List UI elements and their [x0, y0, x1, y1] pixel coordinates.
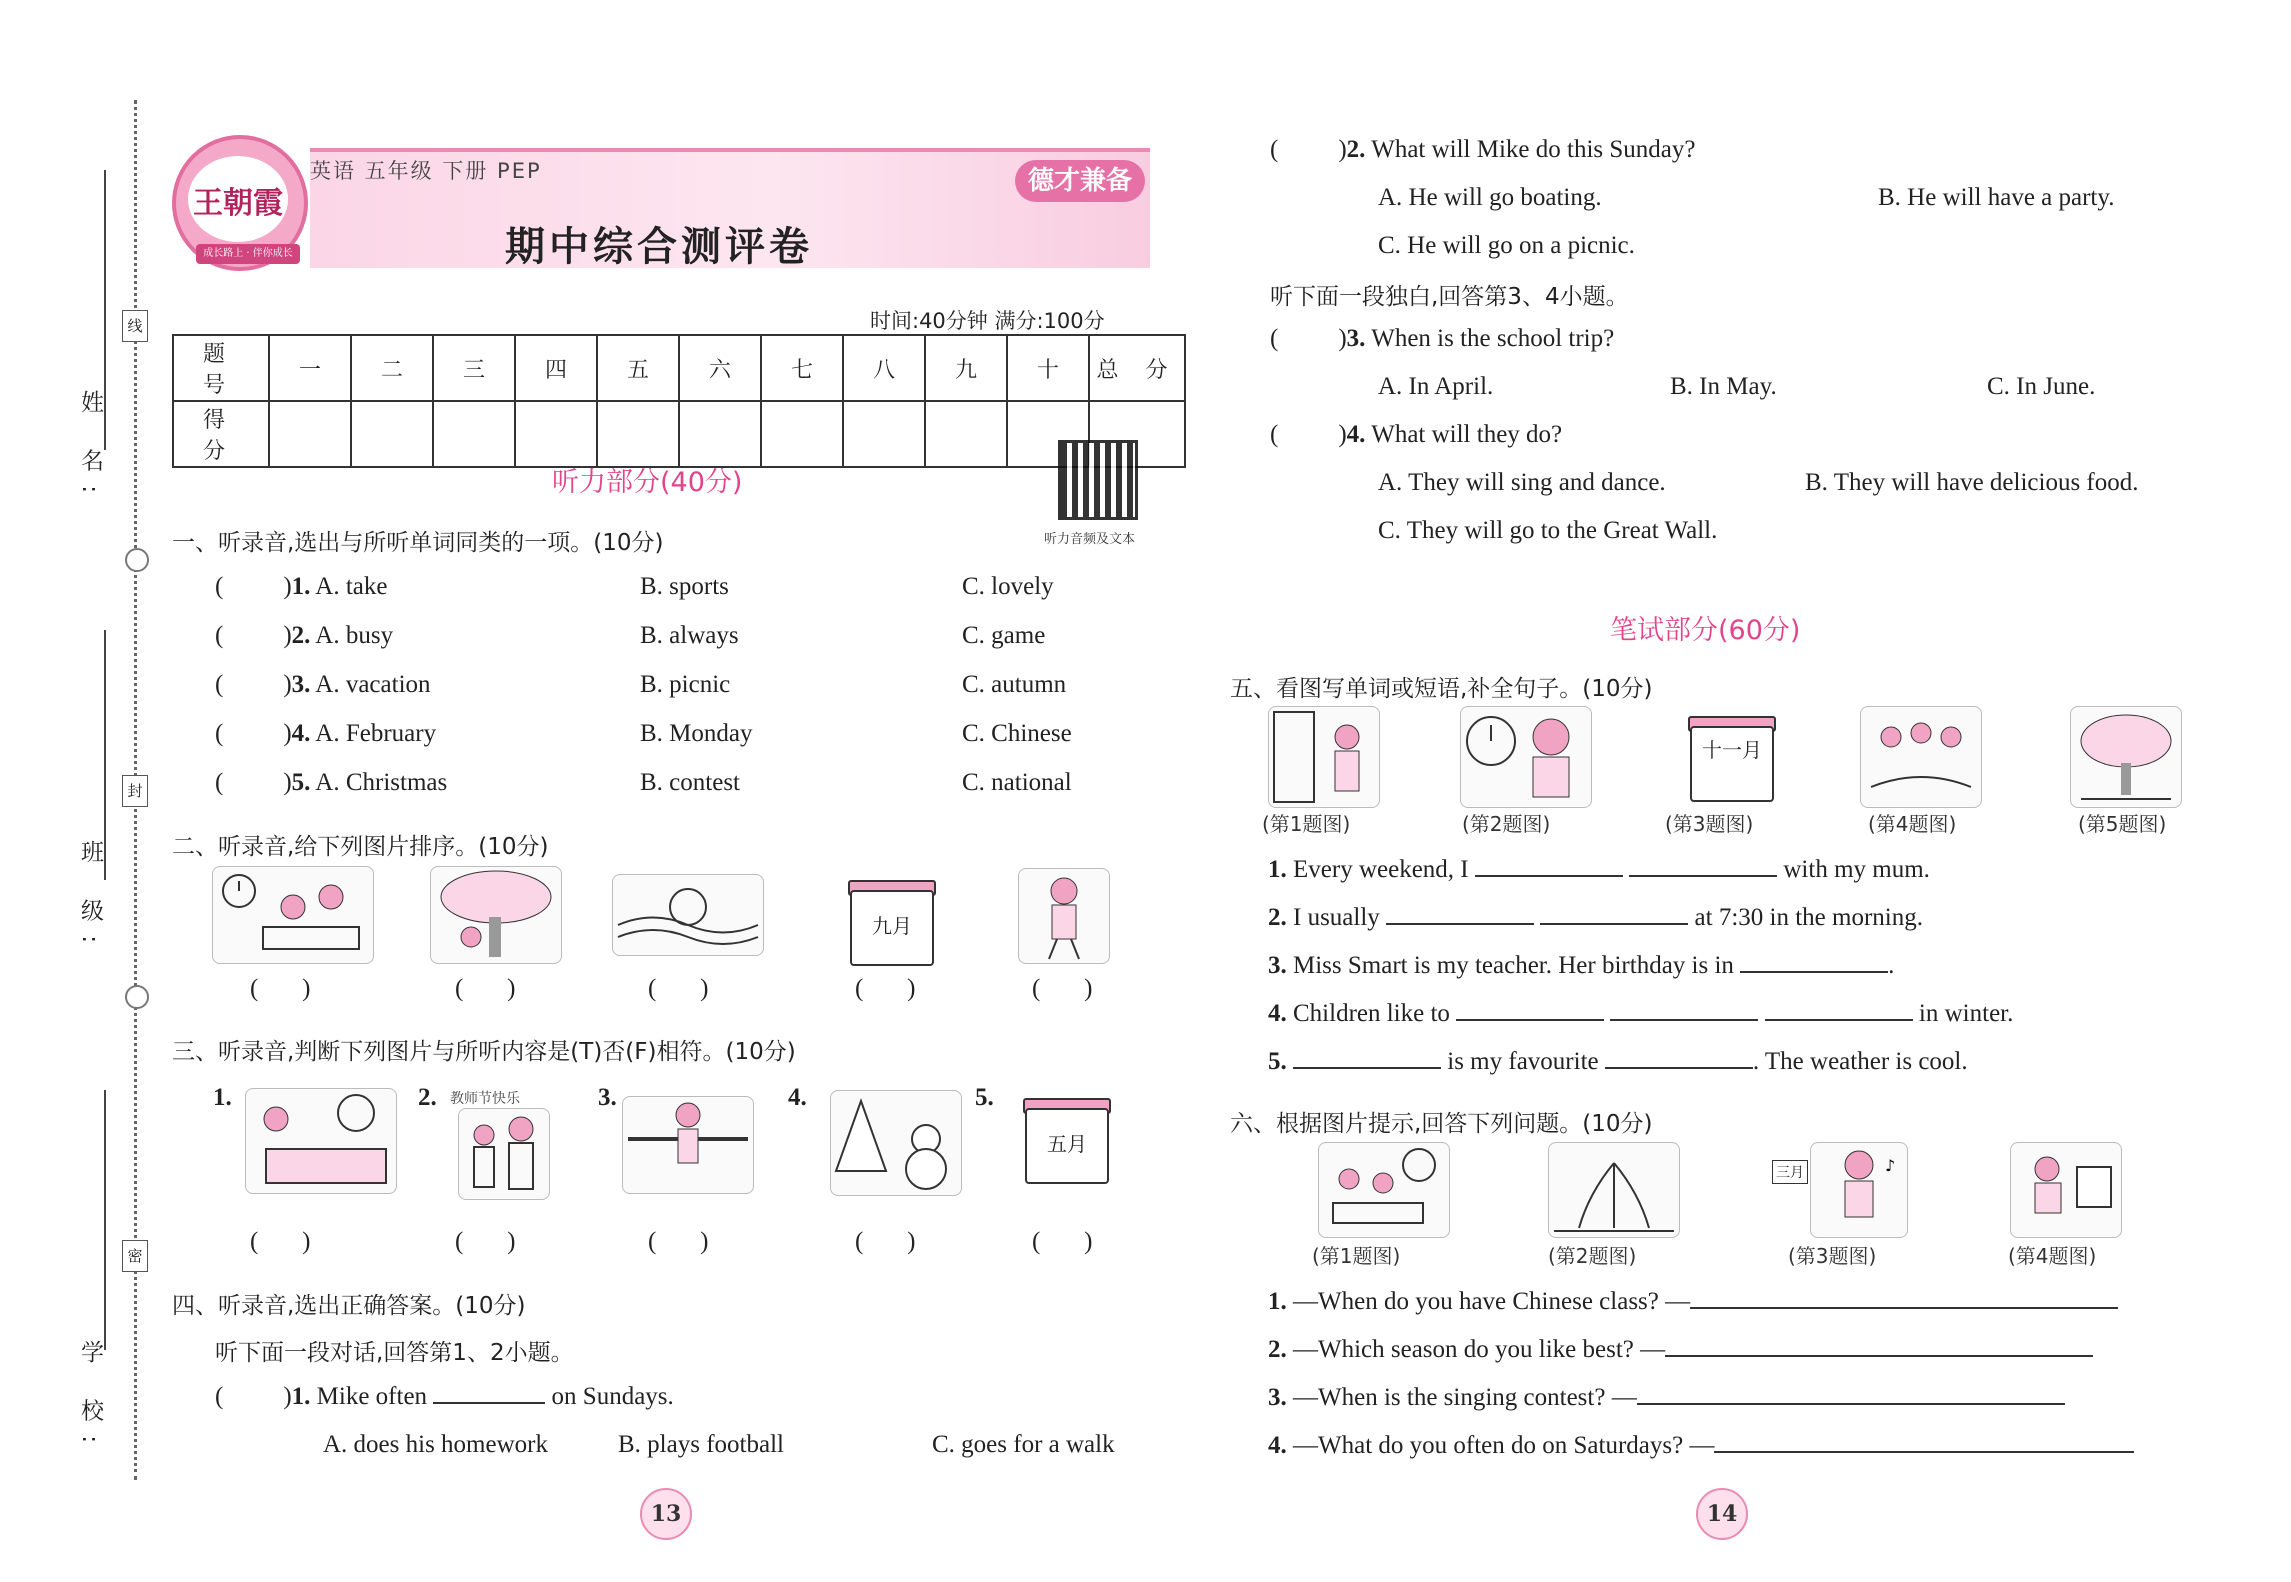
answer-paren[interactable]: ( ) — [250, 975, 311, 1002]
part5-heading: 五、看图写单词或短语,补全句子。(10分) — [1230, 676, 1653, 702]
children-teacher-picture — [458, 1108, 550, 1200]
item-number: 4. — [1268, 1000, 1287, 1027]
option-b[interactable]: B. Monday — [640, 720, 753, 747]
score-col: 七 — [761, 335, 843, 401]
item-number: 1. — [291, 1383, 311, 1410]
part3-heading: 三、听录音,判断下列图片与所听内容是(T)否(F)相符。(10分) — [172, 1039, 796, 1065]
teachers-day-sign: 教师节快乐 — [450, 1091, 520, 1107]
figure-caption: (第3题图) — [1665, 812, 1754, 836]
option-b[interactable]: B. They will have delicious food. — [1805, 469, 2139, 496]
willow-tree-picture — [1548, 1142, 1680, 1238]
part1-item: ( )2. A. busy — [215, 622, 394, 649]
answer-paren[interactable]: ( ) — [250, 1228, 311, 1255]
score-col: 三 — [433, 335, 515, 401]
page-number-left: 13 — [640, 1488, 692, 1540]
item-number: 4. — [291, 720, 311, 747]
answer-blank[interactable] — [1293, 1047, 1441, 1069]
part5-sentence — [1268, 903, 1923, 932]
option-b[interactable]: B. always — [640, 622, 739, 649]
part5-sentence — [1268, 855, 1930, 884]
sentence-text: Children like to — [1293, 1000, 1450, 1027]
calendar-may: 五月 — [1025, 1108, 1109, 1184]
figure-caption: (第1题图) — [1262, 812, 1351, 836]
item-number: 1. — [1268, 1288, 1287, 1315]
question-text: —When is the singing contest? — — [1293, 1384, 1637, 1411]
swimming-picture — [612, 874, 764, 956]
score-col: 四 — [515, 335, 597, 401]
option-c[interactable]: C. In June. — [1987, 373, 2096, 400]
class-label: 班 级: — [77, 840, 103, 958]
part6-question — [1268, 1335, 2093, 1364]
score-cell[interactable] — [761, 401, 843, 467]
question-text: —When do you have Chinese class? — — [1293, 1288, 1691, 1315]
calendar-september: 九月 — [850, 890, 934, 966]
brand-logo-ribbon: 成长路上 · 伴你成长 — [196, 244, 300, 264]
qr-code-icon[interactable] — [1058, 440, 1138, 520]
item-number: 5. — [1268, 1048, 1287, 1075]
score-cell[interactable] — [269, 401, 351, 467]
answer-blank[interactable] — [1629, 855, 1777, 877]
figure-caption: (第3题图) — [1788, 1244, 1877, 1268]
item-number: 4. — [788, 1084, 807, 1111]
part4-intro-dialogue: 听下面一段对话,回答第1、2小题。 — [215, 1340, 574, 1366]
item-number: 2. — [1268, 1336, 1287, 1363]
kitchen-cooking-picture — [1268, 706, 1380, 808]
item-number: 5. — [291, 769, 311, 796]
score-col: 八 — [843, 335, 925, 401]
seal-mark-line: 线 — [122, 310, 148, 342]
calendar-november: 十一月 — [1690, 726, 1774, 802]
score-col: 九 — [925, 335, 1007, 401]
q1-text-pre: Mike often — [316, 1383, 428, 1410]
seal-mark-secret: 密 — [122, 1240, 148, 1272]
score-cell[interactable] — [843, 401, 925, 467]
part6-question — [1268, 1287, 2118, 1316]
answer-blank[interactable] — [1540, 903, 1688, 925]
q1-blank[interactable] — [433, 1382, 545, 1404]
answer-blank[interactable] — [1610, 999, 1758, 1021]
option-a[interactable]: A. take — [315, 573, 388, 600]
part4-q1: ( )1. Mike often on Sundays. — [215, 1383, 674, 1410]
subject-line: 英语 五年级 下册 PEP — [310, 159, 542, 183]
tree-children-picture — [430, 866, 562, 964]
seal-mark-seal: 封 — [122, 775, 148, 807]
binding-hole-icon — [125, 985, 149, 1009]
figure-caption: (第4题图) — [2008, 1244, 2097, 1268]
score-col: 十 — [1007, 335, 1089, 401]
item-number: 1. — [291, 573, 311, 600]
option-b[interactable]: B. He will have a party. — [1878, 184, 2115, 211]
binding-hole-icon — [125, 548, 149, 572]
header-banner-stripe — [310, 148, 1150, 152]
part1-heading: 一、听录音,选出与所听单词同类的一项。(10分) — [172, 530, 664, 556]
figure-caption: (第2题图) — [1548, 1244, 1637, 1268]
score-table — [172, 334, 1186, 468]
score-table-score-row — [173, 401, 1185, 467]
option-a[interactable]: A. He will go boating. — [1378, 184, 1602, 211]
q3-text: When is the school trip? — [1371, 325, 1615, 352]
option-c[interactable]: C. They will go to the Great Wall. — [1378, 517, 1718, 544]
winter-snowman-picture — [830, 1090, 962, 1196]
item-number: 1. — [1268, 856, 1287, 883]
option-a[interactable]: A. In April. — [1378, 373, 1494, 400]
option-b[interactable]: B. sports — [640, 573, 729, 600]
part1-item: ( )1. A. take — [215, 573, 388, 600]
girl-clock-picture — [1460, 706, 1592, 808]
figure-caption: (第4题图) — [1868, 812, 1957, 836]
option-c[interactable]: C. goes for a walk — [932, 1431, 1115, 1458]
sentence-text: I usually — [1293, 904, 1380, 931]
option-a[interactable]: A. Christmas — [315, 769, 448, 796]
part6-heading: 六、根据图片提示,回答下列问题。(10分) — [1230, 1111, 1653, 1137]
exam-title: 期中综合测评卷 — [505, 224, 813, 270]
calendar-march: 三月 — [1772, 1160, 1808, 1184]
answer-blank[interactable] — [1740, 951, 1888, 973]
motto-stamp: 德才兼备 — [1015, 160, 1145, 202]
item-number: 3. — [1268, 1384, 1287, 1411]
answer-line[interactable] — [1714, 1431, 2134, 1453]
answer-paren[interactable]: ( ) — [855, 975, 916, 1002]
answer-paren[interactable]: ( ) — [855, 1228, 916, 1255]
part5-sentence — [1268, 1047, 1968, 1076]
answer-paren[interactable]: ( ) — [648, 975, 709, 1002]
item-number: 2. — [291, 622, 311, 649]
school-label: 学 校: — [77, 1340, 103, 1458]
score-col-total: 总 分 — [1089, 335, 1185, 401]
part6-question — [1268, 1431, 2134, 1460]
score-col: 五 — [597, 335, 679, 401]
part4-heading: 四、听录音,选出正确答案。(10分) — [172, 1293, 526, 1319]
time-score-info: 时间:40分钟 满分:100分 — [870, 309, 1105, 333]
part1-item: ( )4. A. February — [215, 720, 437, 747]
girl-singing-picture — [1810, 1142, 1908, 1238]
part1-item: ( )5. A. Christmas — [215, 769, 448, 796]
option-c[interactable]: C. autumn — [962, 671, 1067, 698]
option-a[interactable]: A. vacation — [315, 671, 431, 698]
part5-sentence — [1268, 951, 1894, 980]
item-number: 2. — [418, 1084, 437, 1111]
option-c[interactable]: C. Chinese — [962, 720, 1072, 747]
sentence-text: Miss Smart is my teacher. Her birthday is in — [1293, 952, 1734, 979]
item-number: 1. — [213, 1084, 232, 1111]
answer-blank[interactable] — [1765, 999, 1913, 1021]
item-number: 4. — [1268, 1432, 1287, 1459]
autumn-tree-picture — [2070, 706, 2182, 808]
q4-text: What will they do? — [1371, 421, 1563, 448]
question-text: —What do you often do on Saturdays? — — [1293, 1432, 1715, 1459]
part4-intro-monologue: 听下面一段独白,回答第3、4小题。 — [1270, 284, 1629, 310]
score-row-label: 得 分 — [173, 401, 269, 467]
family-clock-picture — [212, 866, 374, 964]
item-number: 3. — [598, 1084, 617, 1111]
part4-q3: ( )3. When is the school trip? — [1270, 325, 1615, 352]
listening-section-title: 听力部分(40分) — [552, 467, 743, 498]
part2-heading: 二、听录音,给下列图片排序。(10分) — [172, 834, 549, 860]
girl-bed-clock-picture — [245, 1088, 397, 1194]
q2-text: What will Mike do this Sunday? — [1371, 136, 1696, 163]
option-b[interactable]: B. picnic — [640, 671, 731, 698]
svg-text:♪: ♪ — [1885, 1156, 1896, 1175]
q1-text-post: on Sundays. — [551, 1383, 674, 1410]
brand-logo-text: 王朝霞 — [193, 187, 283, 220]
item-number: 3. — [291, 671, 311, 698]
score-cell[interactable] — [515, 401, 597, 467]
score-col: 六 — [679, 335, 761, 401]
girl-picture — [1018, 868, 1110, 964]
part1-item: ( )3. A. vacation — [215, 671, 431, 698]
sentence-text: at 7:30 in the morning. — [1694, 904, 1923, 931]
sentence-text: . The weather is cool. — [1752, 1048, 1968, 1075]
girl-drawing-picture — [2010, 1142, 2122, 1238]
score-table-header-row — [173, 335, 1185, 401]
figure-caption: (第5题图) — [2078, 812, 2167, 836]
answer-paren[interactable]: ( ) — [455, 975, 516, 1002]
page-number-right: 14 — [1696, 1488, 1748, 1540]
score-cell[interactable] — [925, 401, 1007, 467]
answer-blank[interactable] — [1456, 999, 1604, 1021]
score-cell[interactable] — [679, 401, 761, 467]
question-text: —Which season do you like best? — — [1293, 1336, 1666, 1363]
school-write-line[interactable] — [104, 1090, 106, 1350]
option-b[interactable]: B. contest — [640, 769, 740, 796]
option-c[interactable]: C. He will go on a picnic. — [1378, 232, 1635, 259]
part4-q4: ( )4. What will they do? — [1270, 421, 1563, 448]
answer-line[interactable] — [1690, 1287, 2118, 1309]
answer-line[interactable] — [1637, 1383, 2065, 1405]
figure-caption: (第1题图) — [1312, 1244, 1401, 1268]
option-b[interactable]: B. In May. — [1670, 373, 1777, 400]
answer-line[interactable] — [1665, 1335, 2093, 1357]
figure-caption: (第2题图) — [1462, 812, 1551, 836]
answer-paren[interactable]: ( ) — [1032, 975, 1093, 1002]
item-number: 5. — [975, 1084, 994, 1111]
item-number: 3. — [1268, 952, 1287, 979]
score-col: 二 — [351, 335, 433, 401]
writing-section-title: 笔试部分(60分) — [1610, 615, 1801, 646]
sentence-text: Every weekend, I — [1293, 856, 1469, 883]
students-class-clock-picture — [1318, 1142, 1450, 1238]
option-c[interactable]: C. lovely — [962, 573, 1054, 600]
sentence-text: with my mum. — [1783, 856, 1930, 883]
answer-paren[interactable]: ( ) — [648, 1228, 709, 1255]
qr-code-label: 听力音频及文本 — [1044, 532, 1136, 547]
option-b[interactable]: B. plays football — [618, 1431, 784, 1458]
girl-skipping-picture — [622, 1096, 754, 1194]
option-a[interactable]: A. does his homework — [323, 1431, 548, 1458]
answer-paren[interactable]: ( ) — [455, 1228, 516, 1255]
score-cell[interactable] — [597, 401, 679, 467]
option-a[interactable]: A. They will sing and dance. — [1378, 469, 1666, 496]
sentence-text: in winter. — [1918, 1000, 2014, 1027]
option-c[interactable]: C. national — [962, 769, 1072, 796]
part6-question — [1268, 1383, 2065, 1412]
score-table-label: 题 号 — [173, 335, 269, 401]
sentence-text: . — [1888, 952, 1895, 979]
part5-sentence — [1268, 999, 2013, 1028]
answer-paren[interactable]: ( ) — [1032, 1228, 1093, 1255]
part4-q2: ( )2. What will Mike do this Sunday? — [1270, 136, 1696, 163]
option-a[interactable]: A. February — [315, 720, 437, 747]
sentence-text: is my favourite — [1447, 1048, 1599, 1075]
name-label: 姓 名: — [77, 390, 103, 508]
item-number: 4. — [1346, 421, 1366, 448]
option-a[interactable]: A. busy — [315, 622, 394, 649]
answer-blank[interactable] — [1475, 855, 1623, 877]
score-col: 一 — [269, 335, 351, 401]
item-number: 3. — [1346, 325, 1366, 352]
score-cell[interactable] — [433, 401, 515, 467]
item-number: 2. — [1346, 136, 1366, 163]
answer-blank[interactable] — [1386, 903, 1534, 925]
item-number: 2. — [1268, 904, 1287, 931]
option-c[interactable]: C. game — [962, 622, 1046, 649]
score-cell[interactable] — [351, 401, 433, 467]
answer-blank[interactable] — [1605, 1047, 1753, 1069]
children-playing-picture — [1860, 706, 1982, 808]
